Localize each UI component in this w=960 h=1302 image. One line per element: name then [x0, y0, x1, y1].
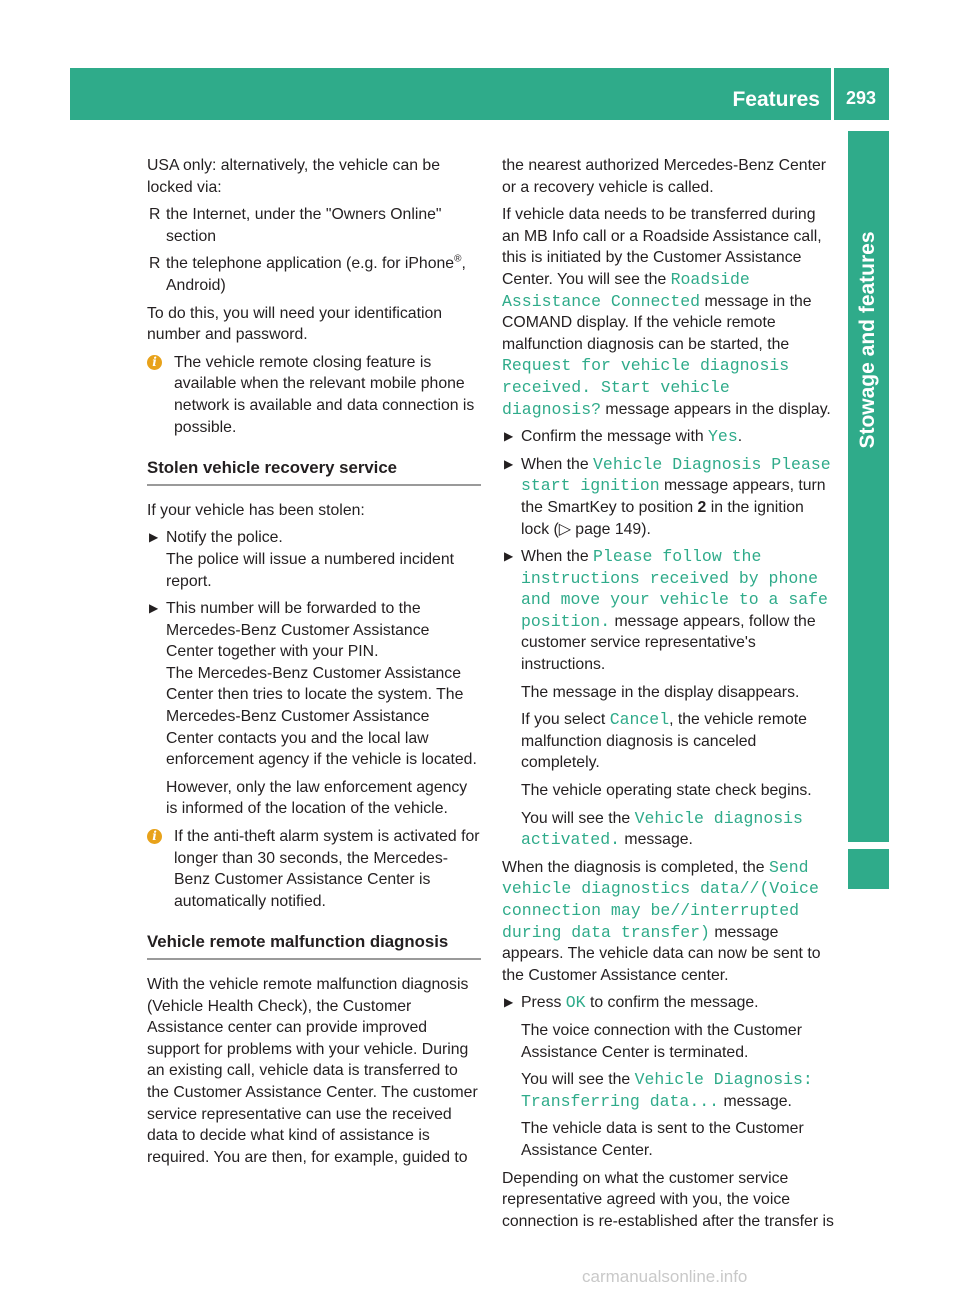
info-icon: i: [147, 355, 162, 370]
watermark: carmanualsonline.info: [582, 1267, 748, 1286]
display-message: Request for vehicle diagnosis received. Start vehicle diagnosis?: [502, 356, 790, 419]
bullet-item: R the telephone application (e.g. for iPhone®, Android): [149, 254, 466, 294]
info-note: i The vehicle remote closing feature is available when the relevant mobile phone network is available and data connection is possible.: [147, 352, 481, 438]
page-number: 293: [846, 88, 877, 108]
header-divider: [831, 68, 834, 120]
paragraph: the nearest authorized Mercedes-Benz Center or a recovery vehicle is called.: [502, 157, 827, 196]
right-column: [502, 155, 834, 1238]
paragraph: To do this, you will need your identification number and password.: [147, 304, 443, 344]
paragraph: When the diagnosis is completed, the Send vehicle diagnostics data//(Voice connection may be//interrupted during data transfer) message appears. The vehicle data can now be sent to the Customer Assistance center.: [502, 857, 821, 984]
display-message: Vehicle diagnosis activated.: [521, 808, 803, 850]
side-tab-label: Stowage and features: [856, 231, 879, 449]
step-item: ▶ When the Please follow the instructions received by phone and move your vehicle to a safe position. message appears, follow the customer service representative's instructions. The message in the display disappears. If you select Cancel, the vehicle remote malfunction diagnosis is canceled completely. The vehicle operating state check begins. You will see the Vehicle diagnosis activated. message.: [504, 547, 828, 850]
display-message: Please follow the instructions received by phone and move your vehicle to a safe position.: [521, 547, 828, 631]
info-icon: i: [147, 829, 162, 844]
step-item: ▶ This number will be forwarded to the Mercedes-Benz Customer Assistance Center together with your PIN. The Mercedes-Benz Customer Assistance Center then tries to locate the system. The Mercedes-Benz Customer Assistance Center contacts you and the local law enforcement agency if the vehicle is located. However, only the law enforcement agency is informed of the location of the vehicle.: [149, 600, 477, 818]
bullet-marker: R: [149, 206, 161, 224]
display-message: Send vehicle diagnostics data//(Voice connection may be//interrupted during data transfer): [502, 857, 819, 942]
section-heading: Stolen vehicle recovery service: [147, 457, 481, 486]
section-heading: Vehicle remote malfunction diagnosis: [147, 931, 481, 960]
paragraph: Depending on what the customer service representative agreed with you, the voice connection is re-established after the transfer is: [502, 1169, 834, 1230]
step-item: ▶ Notify the police. The police will issue a numbered incident report.: [149, 529, 455, 590]
step-item: ▶ When the Vehicle Diagnosis Please start ignition message appears, turn the SmartKey to position 2 in the ignition lock (▷ page 149).: [504, 454, 831, 538]
paragraph: USA only: alternatively, the vehicle can be locked via:: [147, 157, 440, 196]
left-column: [147, 155, 481, 1174]
display-message: Roadside Assistance Connected: [502, 269, 750, 311]
paragraph: If vehicle data needs to be transferred during an MB Info call or a Roadside Assistance call, this is initiated by the Customer Assistance Center. You will see the Roadside Assistance Connected message in the COMAND display. If the vehicle remote malfunction diagnosis can be started, the Request for vehicle diagnosis received. Start vehicle diagnosis? message appears in the display.: [502, 206, 831, 419]
page-ref-arrow-icon: ▷: [558, 520, 571, 538]
step-item: ▶ Confirm the message with Yes.: [504, 427, 743, 447]
arrow-icon: ▶: [149, 601, 159, 616]
step-item: ▶ Press OK to confirm the message. The voice connection with the Customer Assistance Center is terminated. You will see the Vehicle Diagnosis: Transferring data... message. The vehicle data is sent to the Customer Assistance Center.: [504, 993, 813, 1159]
arrow-icon: ▶: [504, 995, 514, 1010]
display-message: Yes: [708, 427, 738, 447]
info-note: i If the anti-theft alarm system is activated for longer than 30 seconds, the Mercedes-Benz Customer Assistance Center is automatically notified.: [147, 826, 481, 912]
bullet-item: R the Internet, under the "Owners Online" section: [149, 206, 442, 245]
position-number: 2: [697, 498, 707, 516]
display-message: Vehicle Diagnosis Please start ignition: [521, 454, 831, 496]
display-message: Vehicle Diagnosis: Transferring data...: [521, 1070, 813, 1111]
page-reference[interactable]: page 149: [575, 520, 642, 538]
arrow-icon: ▶: [504, 549, 514, 564]
header-section-title: Features: [732, 88, 820, 111]
arrow-icon: ▶: [504, 456, 514, 471]
paragraph: With the vehicle remote malfunction diagnosis (Vehicle Health Check), the Customer Assistance center can provide improved support for problems with your vehicle. During an existing call, vehicle data is transferred to the Customer Assistance Center. The customer service representative can use the received data to decide what kind of assistance is required. You are then, for example, guided to: [147, 976, 478, 1166]
paragraph: If your vehicle has been stolen:: [147, 501, 365, 519]
side-marker: [848, 849, 889, 889]
bullet-marker: R: [149, 255, 161, 273]
display-message: OK: [565, 993, 586, 1013]
display-message: Cancel: [609, 710, 670, 730]
arrow-icon: ▶: [504, 429, 514, 444]
arrow-icon: ▶: [149, 530, 159, 545]
